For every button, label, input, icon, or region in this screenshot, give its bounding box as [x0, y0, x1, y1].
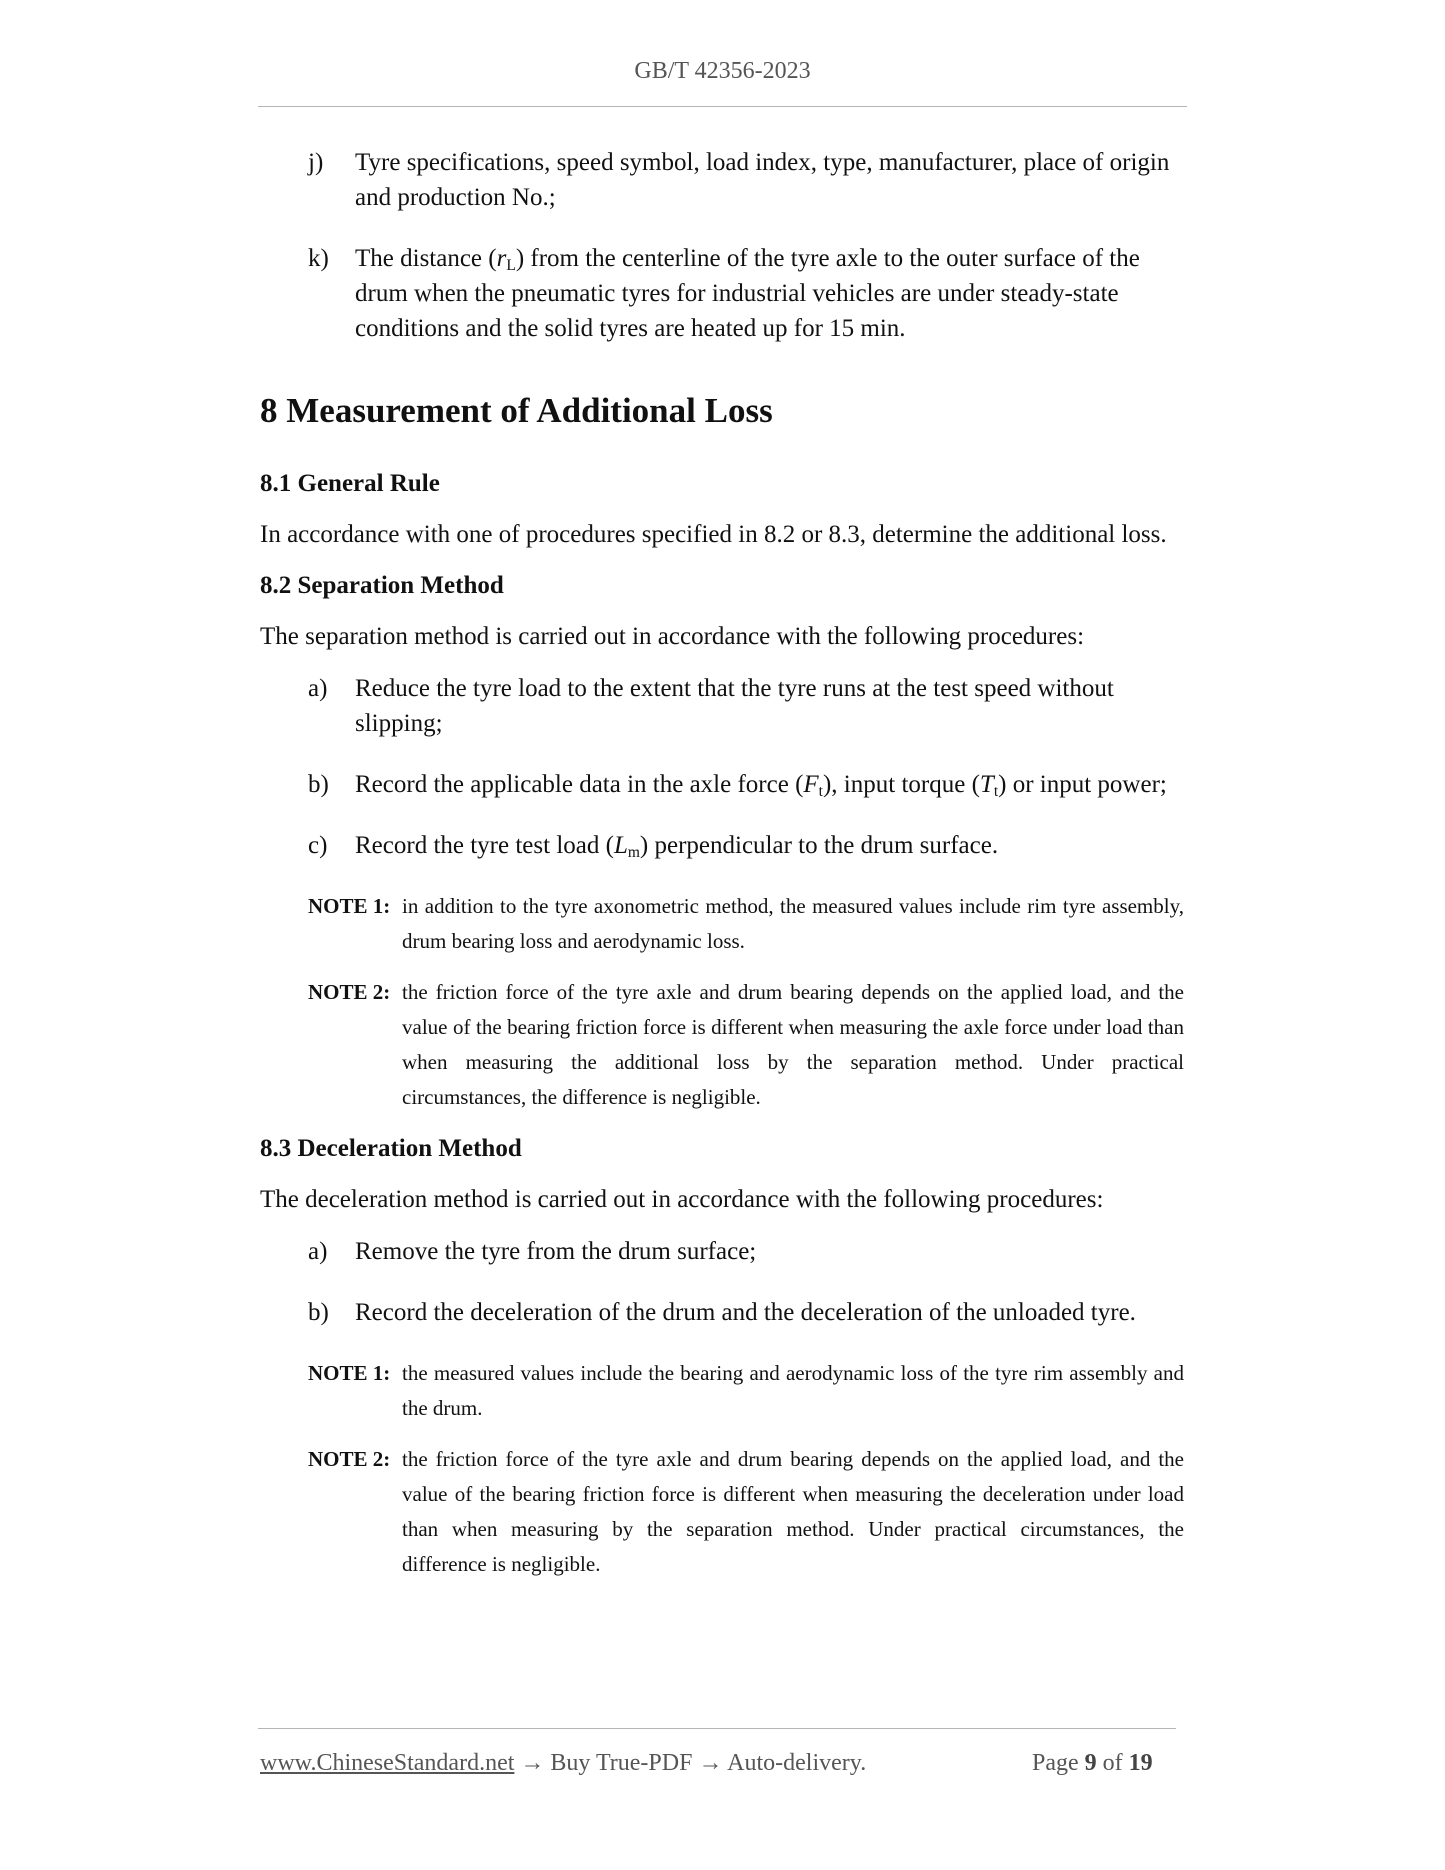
variable-r: r — [496, 245, 507, 272]
list-text: Tyre specifications, speed symbol, load index, type, manufacturer, place of origin and production No.; — [355, 149, 1170, 211]
document-header: GB/T 42356-2023 — [634, 58, 811, 84]
current-page: 9 — [1084, 1750, 1097, 1776]
note-text: in addition to the tyre axonometric method, the measured values include rim tyre assembly, drum bearing loss and aerodynamic loss. — [402, 894, 1184, 953]
list-item — [308, 1295, 1184, 1330]
list-text: Remove the tyre from the drum surface; — [355, 1238, 757, 1265]
note-label: NOTE 2: — [308, 980, 391, 1004]
total-pages: 19 — [1128, 1750, 1153, 1776]
arrow-icon: → — [698, 1750, 723, 1776]
list-label: a) — [308, 1238, 328, 1265]
page-number: Page 9 of 19 — [1032, 1750, 1153, 1776]
header-rule — [258, 106, 1187, 107]
note-block — [260, 889, 1184, 959]
list-label: k) — [308, 245, 329, 272]
list-text: Reduce the tyre load to the extent that the tyre runs at the test speed without slipping; — [355, 675, 1114, 737]
list-text: Record the applicable data in the axle force $(F_t)$, input torque $(T_t)$ or input power; — [355, 771, 1167, 800]
section-8-1-text: In accordance with one of procedures specified in 8.2 or 8.3, determine the additional loss. — [260, 521, 1167, 548]
section-8-2-title: 8.2 Separation Method — [260, 572, 504, 599]
list-item — [308, 767, 1184, 802]
note-label: NOTE 1: — [308, 1361, 391, 1385]
list-item-j — [308, 145, 1184, 215]
note-block — [260, 1356, 1184, 1426]
footer-rule — [258, 1728, 1176, 1729]
list-item — [308, 671, 1184, 741]
note-block — [260, 1442, 1184, 1582]
website-link[interactable]: www.ChineseStandard.net — [260, 1750, 515, 1776]
page-content — [260, 145, 1184, 1582]
buy-pdf-text: Buy True-PDF — [550, 1750, 693, 1776]
section-8-title: 8 Measurement of Additional Loss — [260, 391, 773, 430]
list-label: b) — [308, 771, 329, 798]
section-8-2-intro: The separation method is carried out in accordance with the following procedures: — [260, 623, 1085, 650]
list-label: c) — [308, 832, 328, 859]
list-label: b) — [308, 1299, 329, 1326]
section-8-3-intro: The deceleration method is carried out in accordance with the following procedures: — [260, 1186, 1104, 1213]
list-text: Record the tyre test load $(L_m)$ perpendicular to the drum surface. — [355, 832, 999, 861]
note-text: the friction force of the tyre axle and drum bearing depends on the applied load, and the value of the bearing friction force is different when measuring the axle force under load than when measuring the additional loss by the separation method. Under practical circumstances, the difference is negligible. — [402, 980, 1184, 1109]
note-block — [260, 975, 1184, 1115]
note-text: the friction force of the tyre axle and drum bearing depends on the applied load, and the value of the bearing friction force is different when measuring the deceleration under load than when measuring by the separation method. Under practical circumstances, the difference is negligible. — [402, 1447, 1184, 1576]
note-label: NOTE 1: — [308, 894, 391, 918]
note-text: the measured values include the bearing and aerodynamic loss of the tyre rim assembly and the drum. — [402, 1361, 1184, 1420]
section-8-3-title: 8.3 Deceleration Method — [260, 1135, 522, 1162]
list-label: j) — [308, 149, 324, 176]
list-item — [308, 1234, 1184, 1269]
footer-promo — [260, 1750, 866, 1777]
list-label: a) — [308, 675, 328, 702]
section-8-1-title: 8.1 General Rule — [260, 470, 440, 497]
list-text: Record the deceleration of the drum and the deceleration of the unloaded tyre. — [355, 1299, 1136, 1326]
arrow-icon: → — [520, 1750, 545, 1776]
auto-delivery-text: Auto-delivery. — [727, 1750, 867, 1776]
note-label: NOTE 2: — [308, 1447, 391, 1471]
list-item — [308, 828, 1184, 863]
list-item-k — [308, 241, 1184, 346]
list-text: The distance $(r_L)$ from the centerline of the tyre axle to the outer surface of the drum when the pneumatic tyres for industrial vehicles are under steady-state conditions and the solid tyres are heated up for 15 min. — [355, 245, 1140, 342]
